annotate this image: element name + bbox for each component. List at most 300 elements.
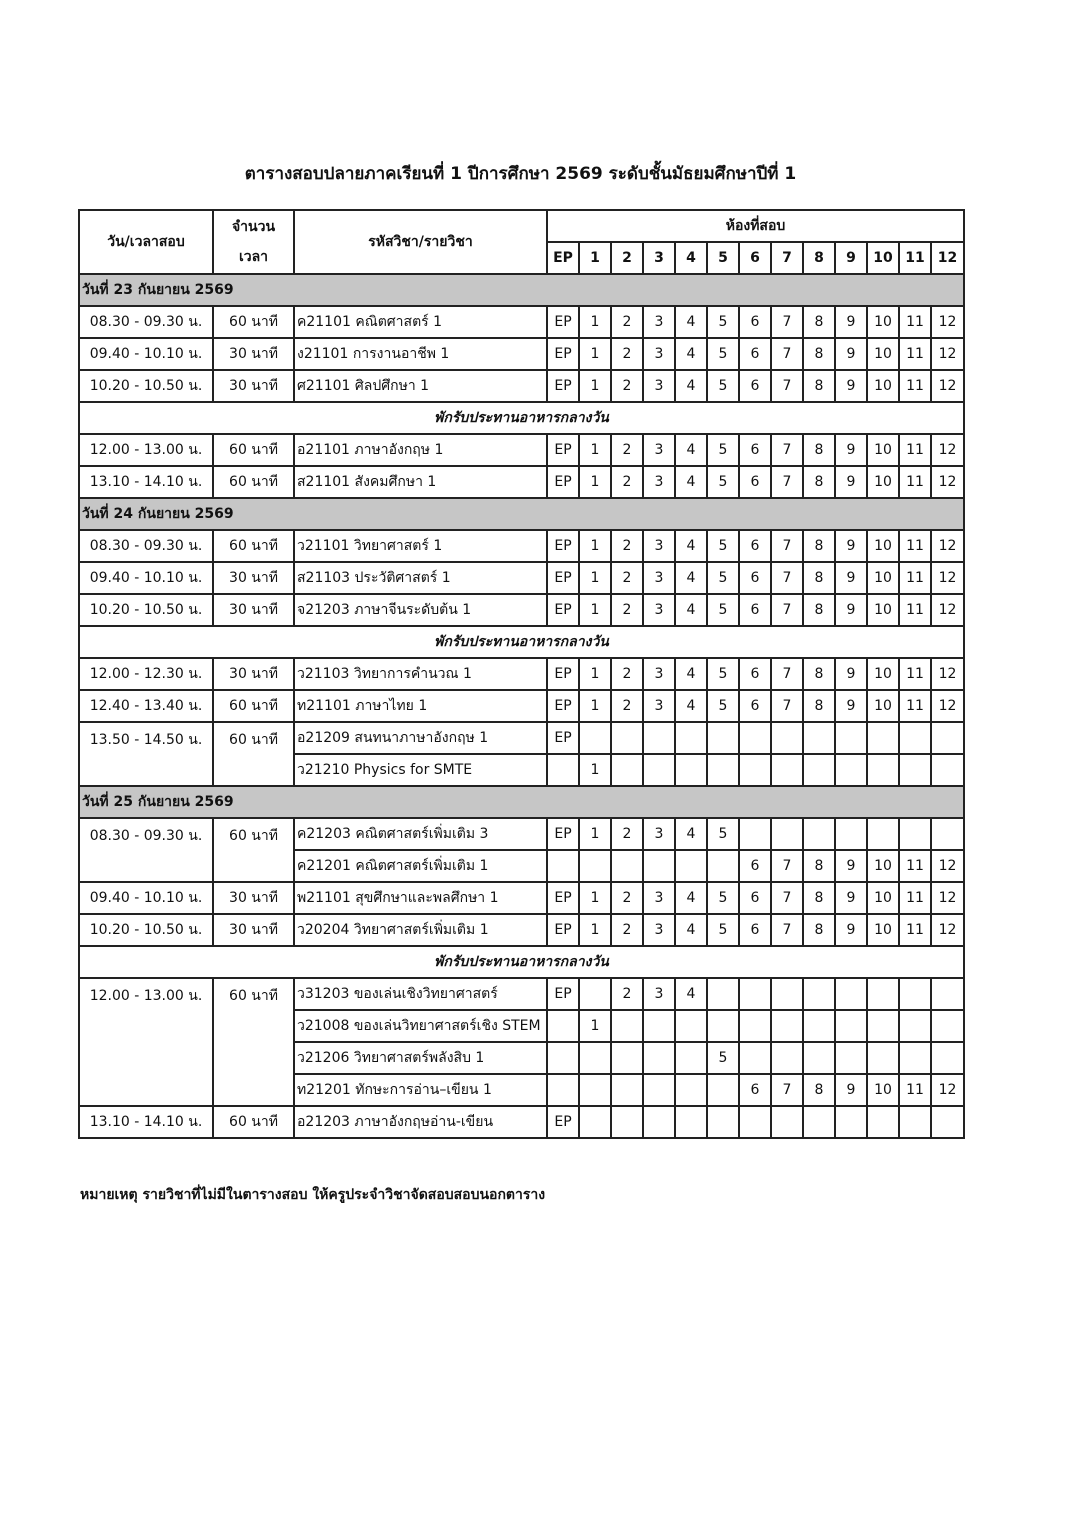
room-cell: 5: [707, 690, 739, 722]
subject-cell: ค21201 คณิตศาสตร์เพิ่มเติม 1: [294, 850, 547, 882]
subject-cell: ท21101 ภาษาไทย 1: [294, 690, 547, 722]
room-cell: 4: [675, 594, 707, 626]
room-cell: 4: [675, 690, 707, 722]
exam-time: 09.40 - 10.10 น.: [79, 338, 213, 370]
room-cell: [867, 978, 899, 1010]
subject-cell: อ21101 ภาษาอังกฤษ 1: [294, 434, 547, 466]
room-cell: [803, 1106, 835, 1138]
room-cell: EP: [547, 1106, 579, 1138]
room-cell: EP: [547, 562, 579, 594]
subject-cell: ว21206 วิทยาศาสตร์พลังสิบ 1: [294, 1042, 547, 1074]
room-cell: 10: [867, 658, 899, 690]
room-header-cell: EP: [547, 242, 579, 274]
room-cell: 5: [707, 818, 739, 850]
day-row: [79, 786, 964, 818]
room-cell: 3: [643, 914, 675, 946]
room-cell: 4: [675, 434, 707, 466]
room-cell: 1: [579, 754, 611, 786]
room-cell: EP: [547, 594, 579, 626]
table-row: [79, 434, 964, 466]
room-cell: [899, 818, 931, 850]
room-cell: 3: [643, 882, 675, 914]
room-cell: [867, 818, 899, 850]
day-row: [79, 498, 964, 530]
exam-time: 08.30 - 09.30 น.: [79, 306, 213, 338]
room-cell: [547, 754, 579, 786]
table-row: [79, 882, 964, 914]
room-cell: 5: [707, 882, 739, 914]
room-cell: 10: [867, 594, 899, 626]
room-cell: 7: [771, 530, 803, 562]
room-cell: [579, 1042, 611, 1074]
exam-duration: 30 นาที: [213, 370, 294, 402]
room-cell: [611, 850, 643, 882]
room-cell: 7: [771, 434, 803, 466]
room-cell: [739, 1042, 771, 1074]
exam-time: 12.00 - 13.00 น.: [79, 434, 213, 466]
room-cell: 7: [771, 690, 803, 722]
exam-time: 09.40 - 10.10 น.: [79, 882, 213, 914]
room-cell: [611, 1010, 643, 1042]
room-cell: 7: [771, 914, 803, 946]
room-cell: 4: [675, 306, 707, 338]
exam-duration: 60 นาที: [213, 530, 294, 562]
room-cell: 8: [803, 1074, 835, 1106]
room-cell: 11: [899, 658, 931, 690]
room-cell: 11: [899, 434, 931, 466]
exam-duration: 60 นาที: [213, 690, 294, 722]
room-cell: 7: [771, 658, 803, 690]
subject-cell: ง21101 การงานอาชีพ 1: [294, 338, 547, 370]
room-cell: 3: [643, 658, 675, 690]
room-cell: 8: [803, 658, 835, 690]
exam-time: 09.40 - 10.10 น.: [79, 562, 213, 594]
room-cell: 11: [899, 466, 931, 498]
exam-duration: 30 นาที: [213, 882, 294, 914]
room-cell: 2: [611, 594, 643, 626]
room-cell: [675, 1074, 707, 1106]
room-cell: 9: [835, 434, 867, 466]
lunch-break-row: [79, 946, 964, 978]
room-cell: 2: [611, 370, 643, 402]
table-row: [79, 818, 964, 850]
room-cell: 11: [899, 562, 931, 594]
room-cell: 11: [899, 690, 931, 722]
room-header-cell: 4: [675, 242, 707, 274]
subject-cell: ว21101 วิทยาศาสตร์ 1: [294, 530, 547, 562]
table-row: [79, 530, 964, 562]
room-cell: 8: [803, 850, 835, 882]
room-cell: [707, 722, 739, 754]
room-cell: EP: [547, 658, 579, 690]
room-cell: [579, 722, 611, 754]
table-row: [79, 594, 964, 626]
room-cell: 6: [739, 850, 771, 882]
room-cell: [867, 1010, 899, 1042]
room-cell: 9: [835, 338, 867, 370]
room-cell: 7: [771, 562, 803, 594]
lunch-break-label: พักรับประทานอาหารกลางวัน: [79, 402, 964, 434]
room-cell: 2: [611, 530, 643, 562]
room-cell: [835, 978, 867, 1010]
room-cell: 8: [803, 914, 835, 946]
room-cell: 1: [579, 530, 611, 562]
room-cell: 8: [803, 882, 835, 914]
room-cell: 4: [675, 882, 707, 914]
room-cell: [931, 1106, 964, 1138]
room-header-cell: 1: [579, 242, 611, 274]
room-cell: 12: [931, 1074, 964, 1106]
exam-duration: 60 นาที: [213, 306, 294, 338]
subject-cell: ค21101 คณิตศาสตร์ 1: [294, 306, 547, 338]
exam-time: 12.40 - 13.40 น.: [79, 690, 213, 722]
room-header-cell: 10: [867, 242, 899, 274]
room-cell: 9: [835, 306, 867, 338]
exam-time: 12.00 - 12.30 น.: [79, 658, 213, 690]
room-cell: 10: [867, 530, 899, 562]
room-cell: [931, 722, 964, 754]
exam-time: 12.00 - 13.00 น.: [79, 978, 213, 1106]
room-cell: [771, 754, 803, 786]
room-header-cell: 5: [707, 242, 739, 274]
table-row: [79, 466, 964, 498]
room-cell: 1: [579, 434, 611, 466]
room-cell: 6: [739, 690, 771, 722]
room-cell: 4: [675, 914, 707, 946]
lunch-break-row: [79, 402, 964, 434]
room-cell: 5: [707, 338, 739, 370]
room-cell: [803, 754, 835, 786]
room-cell: 10: [867, 434, 899, 466]
room-cell: 12: [931, 306, 964, 338]
room-cell: [579, 1106, 611, 1138]
room-cell: 8: [803, 370, 835, 402]
lunch-break-label: พักรับประทานอาหารกลางวัน: [79, 626, 964, 658]
room-cell: 3: [643, 594, 675, 626]
room-cell: 1: [579, 370, 611, 402]
subject-cell: ค21203 คณิตศาสตร์เพิ่มเติม 3: [294, 818, 547, 850]
footnote: หมายเหตุ รายวิชาที่ไม่มีในตารางสอบ ให้ครูประจำวิชาจัดสอบสอบนอกตาราง: [80, 1187, 546, 1203]
room-cell: 7: [771, 850, 803, 882]
room-cell: 11: [899, 530, 931, 562]
room-cell: 6: [739, 530, 771, 562]
room-cell: [803, 1010, 835, 1042]
exam-duration: 30 นาที: [213, 914, 294, 946]
lunch-break-label: พักรับประทานอาหารกลางวัน: [79, 946, 964, 978]
room-cell: 9: [835, 370, 867, 402]
room-cell: EP: [547, 530, 579, 562]
room-cell: 8: [803, 690, 835, 722]
room-cell: [739, 818, 771, 850]
room-cell: 10: [867, 914, 899, 946]
day-label: วันที่ 25 กันยายน 2569: [79, 786, 964, 818]
room-cell: 11: [899, 338, 931, 370]
room-cell: 11: [899, 850, 931, 882]
room-cell: EP: [547, 914, 579, 946]
room-cell: 10: [867, 850, 899, 882]
room-cell: 4: [675, 658, 707, 690]
room-cell: 2: [611, 466, 643, 498]
room-cell: 5: [707, 1042, 739, 1074]
room-cell: 1: [579, 658, 611, 690]
exam-duration: 60 นาที: [213, 434, 294, 466]
room-cell: [675, 1042, 707, 1074]
room-cell: 11: [899, 914, 931, 946]
room-cell: 2: [611, 882, 643, 914]
room-cell: [867, 1106, 899, 1138]
room-cell: [707, 1106, 739, 1138]
room-cell: 10: [867, 370, 899, 402]
page-title: ตารางสอบปลายภาคเรียนที่ 1 ปีการศึกษา 2569 ระดับชั้นมัธยมศึกษาปีที่ 1: [244, 164, 797, 184]
room-cell: [579, 850, 611, 882]
room-cell: 3: [643, 370, 675, 402]
table-row: [79, 370, 964, 402]
room-cell: EP: [547, 978, 579, 1010]
room-cell: 9: [835, 530, 867, 562]
room-cell: 2: [611, 978, 643, 1010]
exam-duration: 60 นาที: [213, 466, 294, 498]
room-cell: 8: [803, 562, 835, 594]
header-subject: รหัสวิชา/รายวิชา: [294, 210, 547, 274]
room-cell: [739, 754, 771, 786]
table-row: [79, 1106, 964, 1138]
room-cell: 2: [611, 658, 643, 690]
room-cell: 7: [771, 466, 803, 498]
room-cell: [675, 754, 707, 786]
table-row: [79, 978, 964, 1010]
room-cell: 10: [867, 1074, 899, 1106]
room-cell: 9: [835, 914, 867, 946]
room-cell: [675, 1010, 707, 1042]
day-label: วันที่ 23 กันยายน 2569: [79, 274, 964, 306]
room-cell: 7: [771, 338, 803, 370]
table-row: [79, 338, 964, 370]
subject-cell: ว21008 ของเล่นวิทยาศาสตร์เชิง STEM: [294, 1010, 547, 1042]
room-cell: 12: [931, 914, 964, 946]
room-cell: [867, 754, 899, 786]
room-cell: EP: [547, 722, 579, 754]
room-cell: 3: [643, 434, 675, 466]
room-cell: [835, 1042, 867, 1074]
room-cell: [835, 722, 867, 754]
exam-duration: 60 นาที: [213, 1106, 294, 1138]
room-cell: [547, 1042, 579, 1074]
room-cell: [899, 1042, 931, 1074]
room-cell: 11: [899, 306, 931, 338]
room-cell: [675, 850, 707, 882]
room-cell: 12: [931, 338, 964, 370]
room-cell: [899, 1010, 931, 1042]
room-cell: EP: [547, 338, 579, 370]
room-cell: 5: [707, 594, 739, 626]
subject-cell: ศ21101 ศิลปศึกษา 1: [294, 370, 547, 402]
room-cell: [803, 722, 835, 754]
room-cell: [931, 754, 964, 786]
room-cell: [675, 1106, 707, 1138]
subject-cell: ว20204 วิทยาศาสตร์เพิ่มเติม 1: [294, 914, 547, 946]
room-cell: 5: [707, 306, 739, 338]
room-cell: EP: [547, 370, 579, 402]
room-header-cell: 7: [771, 242, 803, 274]
room-cell: 1: [579, 338, 611, 370]
table-row: [79, 306, 964, 338]
room-cell: 8: [803, 306, 835, 338]
room-cell: 5: [707, 562, 739, 594]
day-label: วันที่ 24 กันยายน 2569: [79, 498, 964, 530]
subject-cell: ว21103 วิทยาการคำนวณ 1: [294, 658, 547, 690]
room-cell: 11: [899, 594, 931, 626]
room-cell: [931, 818, 964, 850]
room-cell: [739, 722, 771, 754]
room-cell: [579, 1074, 611, 1106]
room-cell: [899, 1106, 931, 1138]
room-cell: 9: [835, 594, 867, 626]
room-cell: [707, 1010, 739, 1042]
room-cell: [771, 1010, 803, 1042]
room-cell: 3: [643, 562, 675, 594]
room-cell: [835, 754, 867, 786]
room-cell: 1: [579, 1010, 611, 1042]
header-duration-line2: เวลา: [238, 249, 269, 265]
subject-cell: ว31203 ของเล่นเชิงวิทยาศาสตร์: [294, 978, 547, 1010]
room-cell: [867, 1042, 899, 1074]
room-cell: 8: [803, 434, 835, 466]
room-cell: 3: [643, 338, 675, 370]
room-cell: 4: [675, 818, 707, 850]
table-row: [79, 914, 964, 946]
table-row: [79, 658, 964, 690]
room-cell: 6: [739, 914, 771, 946]
room-cell: [707, 754, 739, 786]
room-cell: 9: [835, 882, 867, 914]
room-cell: [611, 1074, 643, 1106]
room-cell: 4: [675, 370, 707, 402]
room-cell: EP: [547, 306, 579, 338]
room-cell: 2: [611, 434, 643, 466]
room-cell: 12: [931, 466, 964, 498]
room-cell: 5: [707, 370, 739, 402]
room-cell: 2: [611, 338, 643, 370]
room-cell: 12: [931, 850, 964, 882]
table-header: [79, 210, 964, 274]
subject-cell: พ21101 สุขศึกษาและพลศึกษา 1: [294, 882, 547, 914]
room-cell: 2: [611, 914, 643, 946]
room-cell: [739, 978, 771, 1010]
room-cell: 9: [835, 658, 867, 690]
room-cell: 5: [707, 466, 739, 498]
exam-schedule-table: [78, 209, 965, 1139]
room-cell: 12: [931, 658, 964, 690]
header-date-time: วัน/เวลาสอบ: [79, 210, 213, 274]
room-cell: [835, 1106, 867, 1138]
room-cell: 12: [931, 434, 964, 466]
room-cell: 9: [835, 1074, 867, 1106]
room-header-cell: 6: [739, 242, 771, 274]
room-cell: 10: [867, 562, 899, 594]
exam-time: 10.20 - 10.50 น.: [79, 594, 213, 626]
subject-cell: ท21201 ทักษะการอ่าน–เขียน 1: [294, 1074, 547, 1106]
room-cell: 5: [707, 658, 739, 690]
room-cell: 10: [867, 882, 899, 914]
room-cell: [611, 722, 643, 754]
room-cell: 10: [867, 466, 899, 498]
room-cell: 5: [707, 434, 739, 466]
room-cell: 7: [771, 370, 803, 402]
room-cell: 9: [835, 850, 867, 882]
room-cell: 2: [611, 306, 643, 338]
room-cell: 6: [739, 338, 771, 370]
room-cell: 6: [739, 882, 771, 914]
room-cell: EP: [547, 434, 579, 466]
room-cell: [771, 1106, 803, 1138]
room-cell: 8: [803, 338, 835, 370]
room-cell: 3: [643, 466, 675, 498]
room-cell: 2: [611, 562, 643, 594]
room-cell: 6: [739, 306, 771, 338]
room-cell: 4: [675, 338, 707, 370]
room-cell: 12: [931, 530, 964, 562]
room-cell: 5: [707, 914, 739, 946]
room-cell: 1: [579, 562, 611, 594]
room-cell: [771, 818, 803, 850]
room-cell: [643, 1042, 675, 1074]
room-cell: 1: [579, 306, 611, 338]
room-cell: 4: [675, 978, 707, 1010]
room-cell: [899, 978, 931, 1010]
exam-time: 10.20 - 10.50 น.: [79, 370, 213, 402]
room-cell: 2: [611, 818, 643, 850]
room-cell: 11: [899, 370, 931, 402]
exam-duration: 60 นาที: [213, 978, 294, 1106]
room-cell: 1: [579, 466, 611, 498]
room-cell: [931, 1042, 964, 1074]
room-cell: [835, 1010, 867, 1042]
room-cell: [611, 754, 643, 786]
room-cell: [611, 1042, 643, 1074]
room-cell: 6: [739, 594, 771, 626]
room-cell: [739, 1010, 771, 1042]
room-header-cell: 9: [835, 242, 867, 274]
room-cell: 3: [643, 306, 675, 338]
room-cell: [611, 1106, 643, 1138]
table-row: [79, 722, 964, 754]
room-cell: 9: [835, 690, 867, 722]
room-cell: 4: [675, 466, 707, 498]
room-cell: [899, 754, 931, 786]
room-cell: 5: [707, 530, 739, 562]
room-cell: [547, 1074, 579, 1106]
room-cell: 12: [931, 562, 964, 594]
subject-cell: ส21101 สังคมศึกษา 1: [294, 466, 547, 498]
exam-time: 10.20 - 10.50 น.: [79, 914, 213, 946]
exam-time: 13.50 - 14.50 น.: [79, 722, 213, 786]
room-cell: [803, 818, 835, 850]
room-cell: 12: [931, 882, 964, 914]
room-cell: [931, 978, 964, 1010]
room-cell: 1: [579, 594, 611, 626]
room-cell: [771, 1042, 803, 1074]
room-cell: [643, 754, 675, 786]
room-cell: 6: [739, 1074, 771, 1106]
header-rooms: ห้องที่สอบ: [547, 210, 964, 242]
room-cell: [707, 850, 739, 882]
room-cell: [803, 1042, 835, 1074]
room-cell: 8: [803, 594, 835, 626]
room-cell: [643, 850, 675, 882]
room-header-cell: 12: [931, 242, 964, 274]
room-cell: 7: [771, 306, 803, 338]
room-cell: 1: [579, 690, 611, 722]
